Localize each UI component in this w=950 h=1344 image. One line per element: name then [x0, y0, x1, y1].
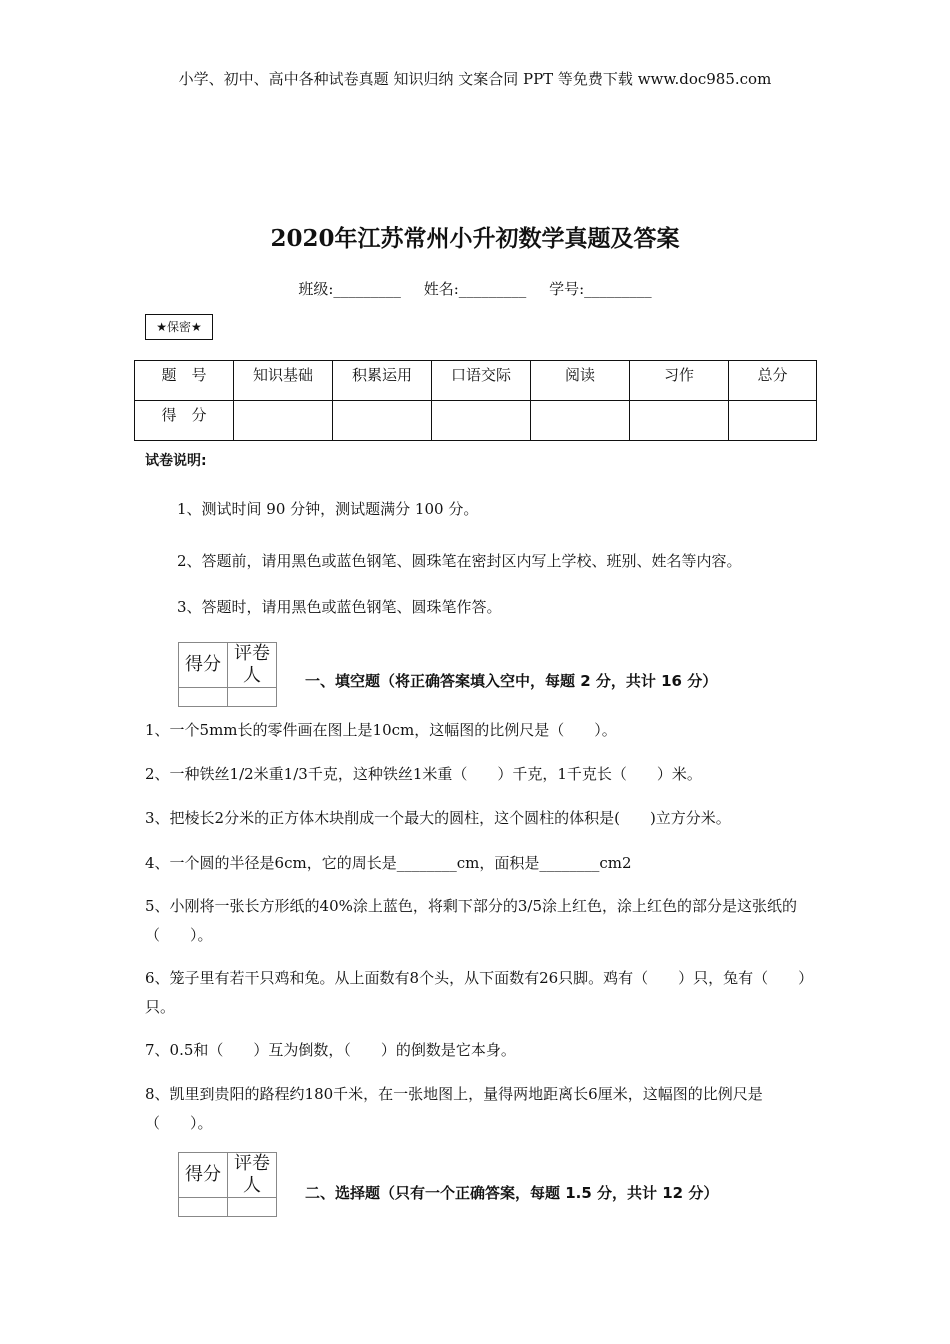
grader-score-cell: [179, 688, 228, 707]
score-table: [134, 360, 817, 441]
score-table-header: 积累运用: [333, 361, 432, 401]
question-item: 5、小刚将一张长方形纸的40%涂上蓝色，将剩下部分的3/5涂上红色，涂上红色的部分是这张纸的（ ）。: [145, 897, 798, 944]
score-table-header: 题 号: [135, 361, 234, 401]
section-1-title: 一、填空题（将正确答案填入空中，每题 2 分，共计 16 分）: [305, 672, 718, 690]
instructions-title: 试卷说明:: [145, 453, 207, 469]
student-id-field: 学号:_________: [549, 280, 652, 298]
section-2-title: 二、选择题（只有一个正确答案，每题 1.5 分，共计 12 分）: [305, 1184, 719, 1202]
grader-score-label: 得分: [179, 643, 228, 688]
score-table-header: 习作: [630, 361, 729, 401]
confidential-badge: ★保密★: [145, 314, 213, 340]
score-cell: [234, 401, 333, 441]
page-header-banner: 小学、初中、高中各种试卷真题 知识归纳 文案合同 PPT 等免费下载 www.doc985.com: [178, 70, 772, 88]
score-cell: [630, 401, 729, 441]
grader-score-cell: [179, 1198, 228, 1217]
question-item: 2、一种铁丝1/2米重1/3千克，这种铁丝1米重（ ）千克，1千克长（ ）米。: [145, 765, 702, 783]
instruction-item: 2、答题前，请用黑色或蓝色钢笔、圆珠笔在密封区内写上学校、班别、姓名等内容。: [177, 552, 742, 570]
instruction-item: 1、测试时间 90 分钟，测试题满分 100 分。: [177, 500, 479, 518]
score-table-header: 阅读: [531, 361, 630, 401]
exam-title: 2020年江苏常州小升初数学真题及答案: [270, 225, 680, 252]
score-table-header-row: [135, 361, 817, 401]
student-info-row: [0, 278, 950, 299]
grader-box: [178, 1152, 277, 1217]
question-item: 7、0.5和（ ）互为倒数，（ ）的倒数是它本身。: [145, 1041, 516, 1059]
score-table-header: 口语交际: [432, 361, 531, 401]
question-item: 6、笼子里有若干只鸡和兔。从上面数有8个头，从下面数有26只脚。鸡有（ ）只，兔有（ ）只。: [145, 969, 806, 1016]
question-item: 3、把棱长2分米的正方体木块削成一个最大的圆柱，这个圆柱的体积是( )立方分米。: [145, 809, 731, 827]
score-cell: [729, 401, 817, 441]
question-item: 1、一个5mm长的零件画在图上是10cm，这幅图的比例尺是（ ）。: [145, 721, 617, 739]
score-table-header: 总分: [729, 361, 817, 401]
score-cell: [531, 401, 630, 441]
score-table-score-row: [135, 401, 817, 441]
grader-name-label: 评卷人: [228, 1153, 277, 1198]
question-item: 4、一个圆的半径是6cm，它的周长是________cm，面积是________cm2: [145, 854, 632, 872]
score-table-header: 知识基础: [234, 361, 333, 401]
name-field: 姓名:_________: [423, 280, 527, 298]
question-item: 8、凯里到贵阳的路程约180千米，在一张地图上，量得两地距离长6厘米，这幅图的比例尺是（ ）。: [145, 1085, 763, 1132]
grader-name-label: 评卷人: [228, 643, 277, 688]
score-cell: [333, 401, 432, 441]
grader-score-label: 得分: [179, 1153, 228, 1198]
class-field: 班级:_________: [298, 280, 401, 298]
score-row-label: 得 分: [135, 401, 234, 441]
instruction-item: 3、答题时，请用黑色或蓝色钢笔、圆珠笔作答。: [177, 598, 502, 616]
grader-name-cell: [228, 1198, 277, 1217]
score-cell: [432, 401, 531, 441]
grader-name-cell: [228, 688, 277, 707]
grader-box: [178, 642, 277, 707]
